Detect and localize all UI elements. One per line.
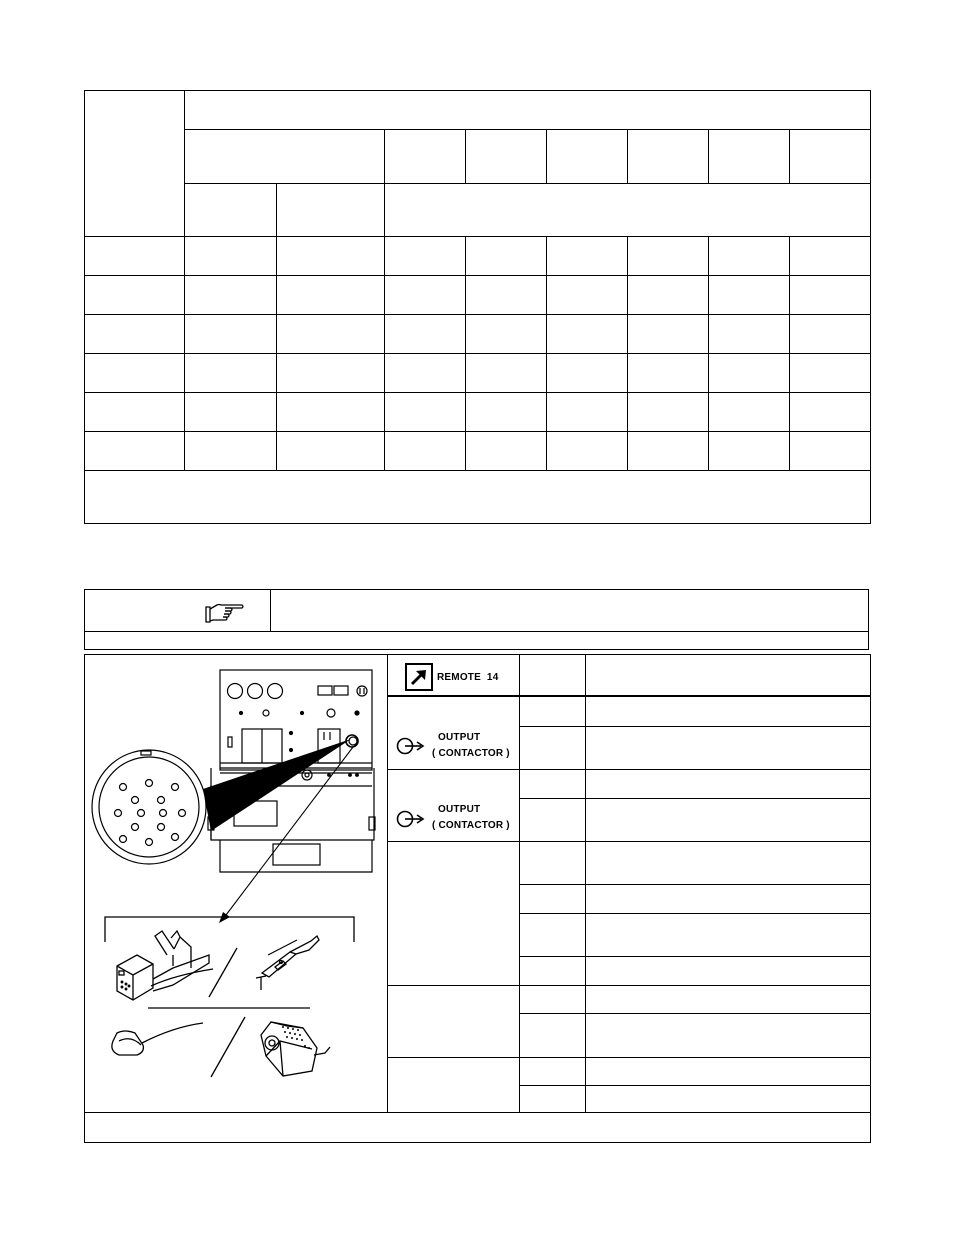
table-divider bbox=[184, 183, 871, 184]
remote-finger-tip-control bbox=[112, 1023, 203, 1055]
table-divider bbox=[519, 913, 871, 914]
table-divider bbox=[184, 90, 185, 471]
table-divider bbox=[708, 236, 709, 471]
output-contactor-arrow-icon bbox=[396, 736, 428, 756]
remote-foot-pedal-control bbox=[117, 931, 213, 1000]
table-divider bbox=[546, 129, 547, 183]
remote-pendant-control bbox=[261, 1022, 330, 1076]
remote-14-label: REMOTE 14 bbox=[437, 672, 499, 683]
table-divider bbox=[387, 841, 871, 842]
note-divider bbox=[84, 631, 869, 632]
table-divider bbox=[519, 1013, 871, 1014]
table-divider bbox=[84, 1112, 871, 1113]
table-divider bbox=[387, 695, 871, 697]
contactor-label: ( CONTACTOR ) bbox=[432, 820, 510, 831]
table-divider bbox=[387, 985, 871, 986]
table-divider bbox=[465, 129, 466, 183]
table-divider bbox=[789, 236, 790, 471]
table-divider bbox=[84, 353, 871, 354]
table-divider bbox=[84, 236, 871, 237]
table-divider bbox=[84, 314, 871, 315]
table-divider bbox=[184, 129, 871, 130]
table-divider bbox=[384, 129, 385, 471]
table-divider bbox=[546, 236, 547, 471]
table-divider bbox=[387, 769, 871, 770]
table-divider bbox=[627, 129, 628, 183]
output-label: OUTPUT bbox=[438, 804, 481, 815]
table-divider bbox=[789, 129, 790, 183]
duty-cycle-table bbox=[84, 90, 871, 524]
table-divider bbox=[627, 236, 628, 471]
table-divider bbox=[387, 1057, 871, 1058]
table-divider bbox=[708, 129, 709, 183]
table-divider bbox=[276, 183, 277, 471]
table-divider bbox=[84, 431, 871, 432]
pointing-hand-icon bbox=[205, 601, 245, 625]
remote-hand-control bbox=[256, 936, 319, 990]
remote-14-arrow-icon bbox=[405, 663, 433, 691]
table-divider bbox=[519, 956, 871, 957]
table-divider bbox=[84, 392, 871, 393]
table-divider bbox=[465, 236, 466, 471]
table-divider bbox=[519, 1085, 871, 1086]
table-divider bbox=[84, 470, 871, 471]
output-contactor-arrow-icon bbox=[396, 809, 428, 829]
table-divider bbox=[519, 726, 871, 727]
table-divider bbox=[519, 884, 871, 885]
table-divider bbox=[387, 654, 388, 1113]
remote-receptacle-illustration bbox=[85, 655, 387, 1112]
table-divider bbox=[519, 798, 871, 799]
table-divider bbox=[84, 275, 871, 276]
output-label: OUTPUT bbox=[438, 732, 481, 743]
receptacle-14-pin-closeup bbox=[92, 750, 206, 864]
contactor-label: ( CONTACTOR ) bbox=[432, 748, 510, 759]
